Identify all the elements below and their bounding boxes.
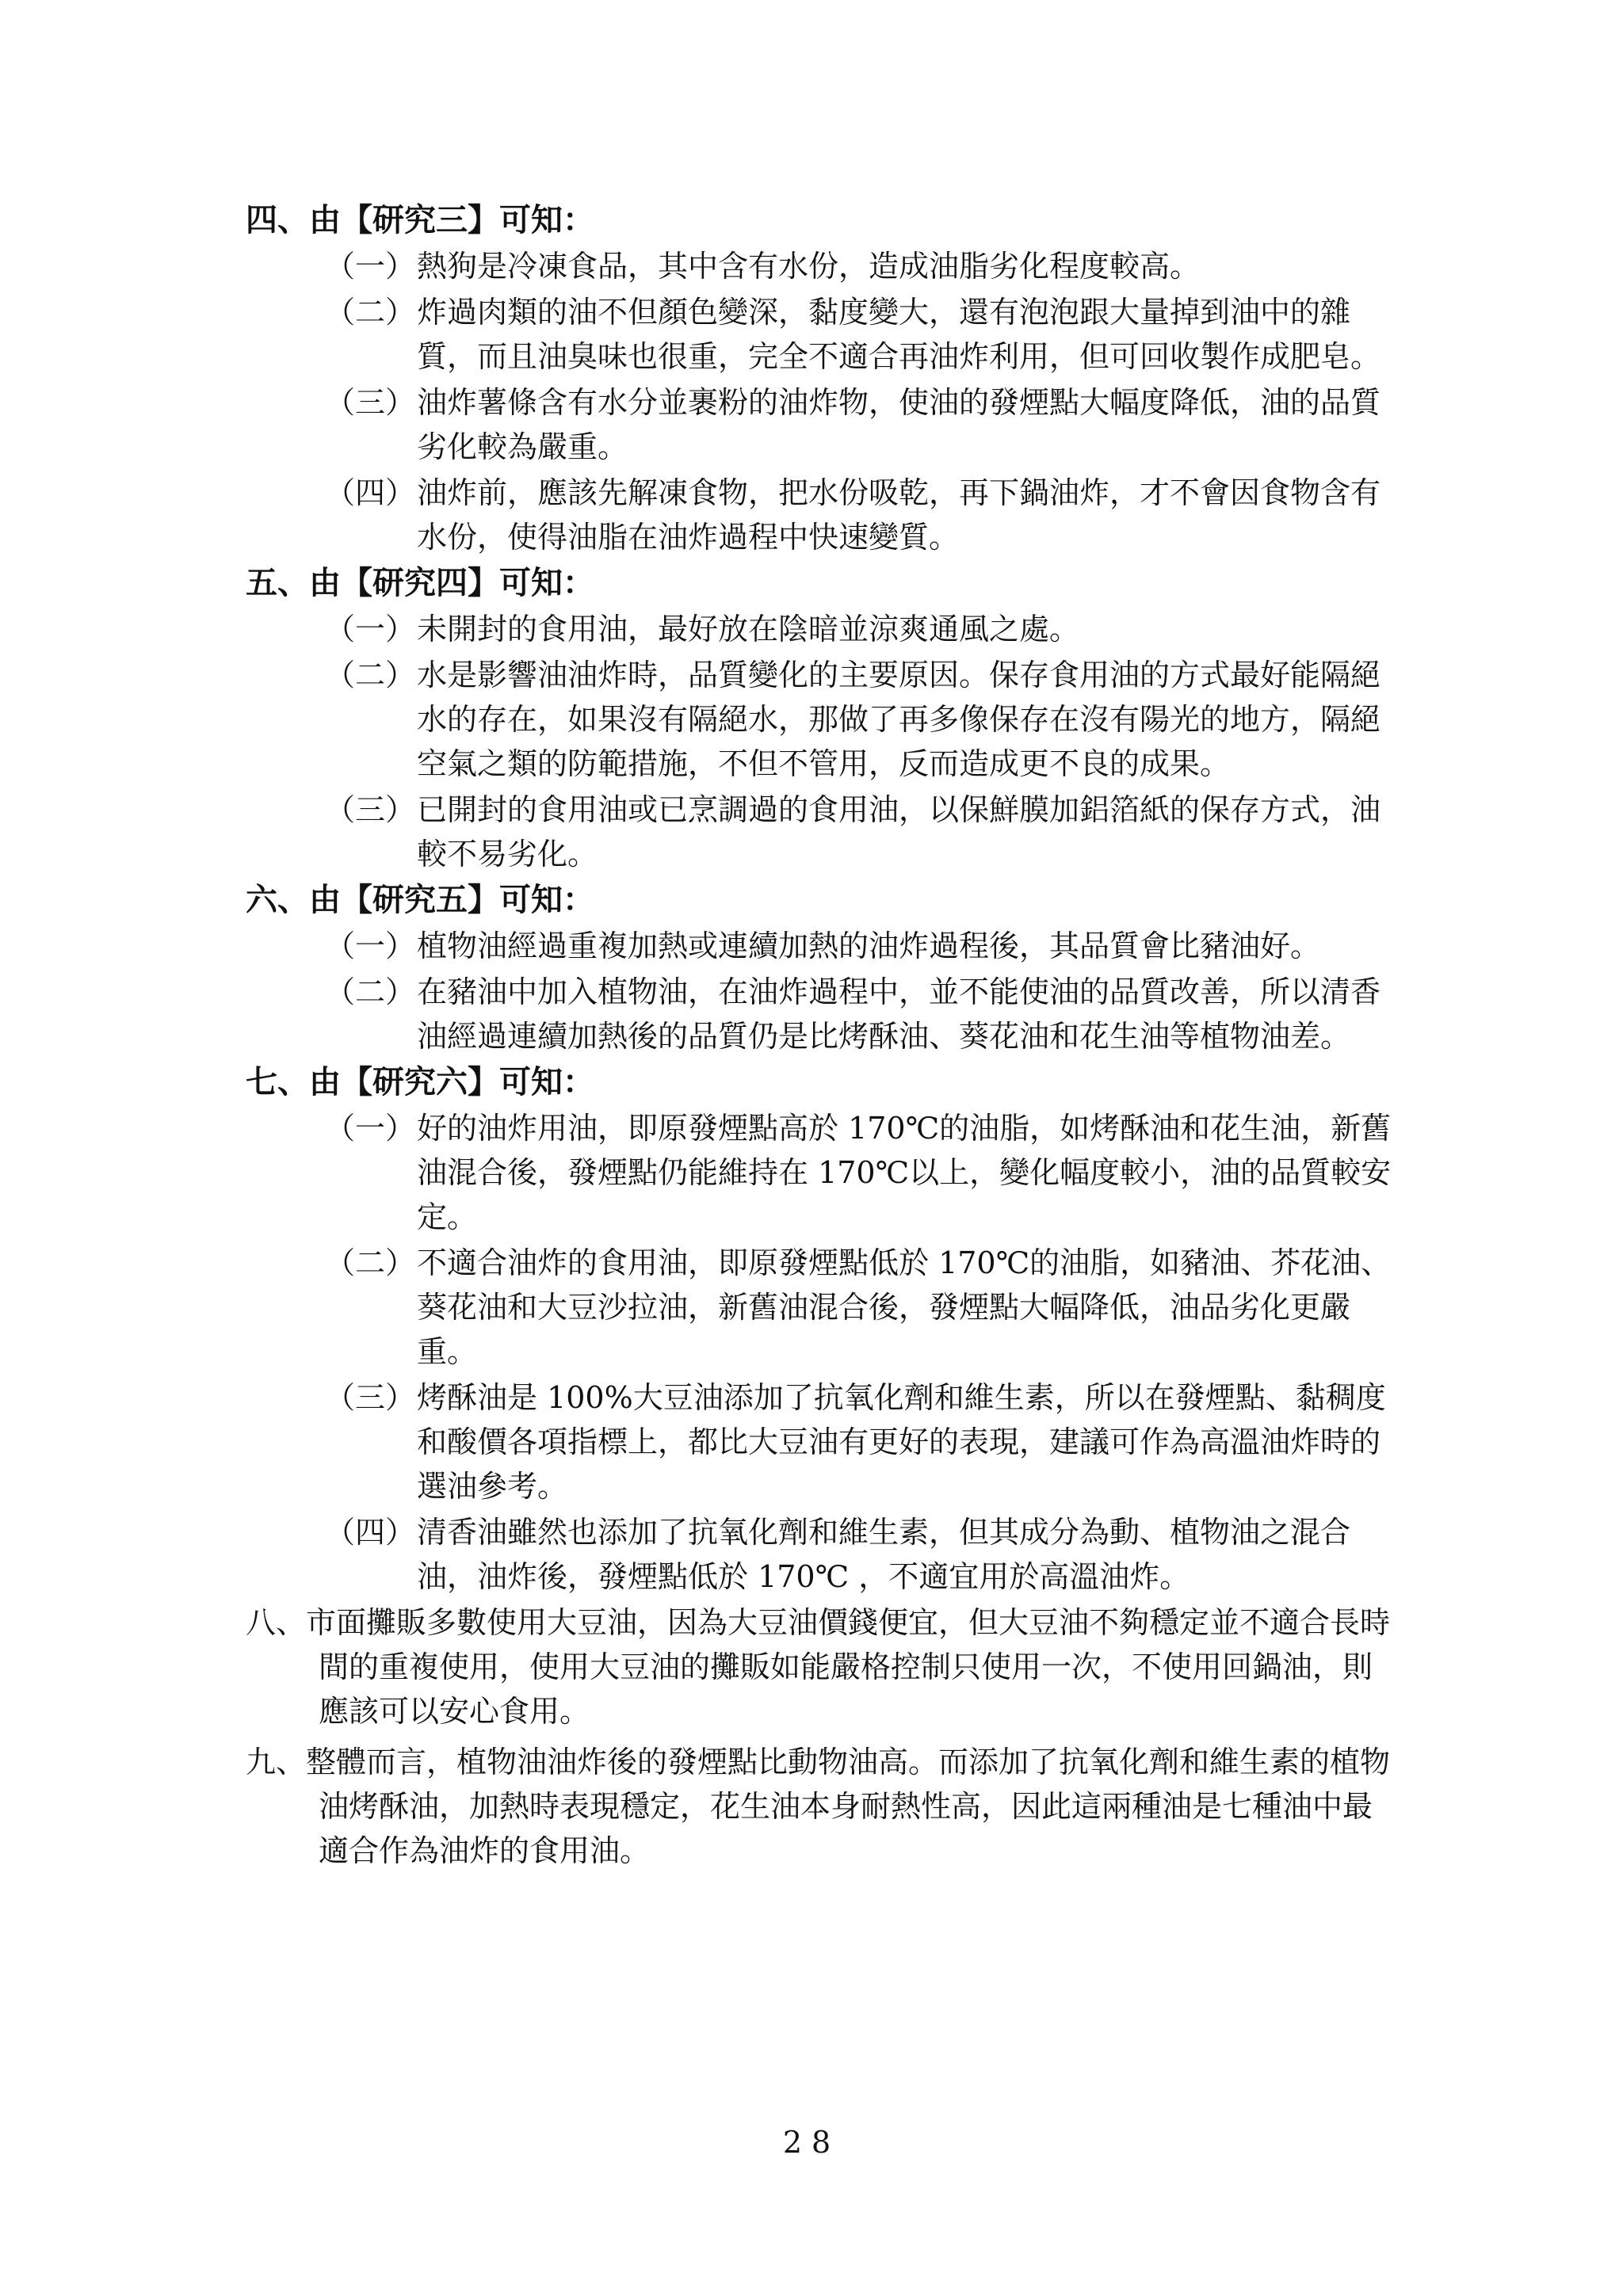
item-text: 油炸薯條含有水分並裹粉的油炸物，使油的發煙點大幅度降低，油的品質劣化較為嚴重。 <box>417 385 1381 464</box>
item-marker: （一） <box>325 929 416 963</box>
item-marker: （一） <box>325 612 416 646</box>
item-text: 油炸前，應該先解凍食物，把水份吸乾，再下鍋油炸，才不會因食物含有水份，使得油脂在油炸過程中快速變質。 <box>417 475 1381 555</box>
item-marker: （二） <box>325 295 416 330</box>
section-research-6 <box>246 1060 1395 1599</box>
list-item <box>246 924 1395 968</box>
conclusion-paragraph-8: 八、市面攤販多數使用大豆油，因為大豆油價錢便宜，但大豆油不夠穩定並不適合長時間的重複使用，使用大豆油的攤販如能嚴格控制只使用一次，不使用回鍋油，則應該可以安心食用。 <box>246 1605 1391 1729</box>
item-text: 未開封的食用油，最好放在陰暗並涼爽通風之處。 <box>417 612 1080 646</box>
list-item <box>246 788 1395 876</box>
document-body <box>246 198 1395 1879</box>
item-text: 植物油經過重複加熱或連續加熱的油炸過程後，其品質會比豬油好。 <box>417 929 1321 963</box>
item-marker: （二） <box>325 1245 416 1280</box>
list-item <box>246 290 1395 379</box>
section-heading: 四、由【研究三】可知： <box>246 201 594 238</box>
list-item <box>246 471 1395 559</box>
item-text: 烤酥油是 100%大豆油添加了抗氧化劑和維生素，所以在發煙點、黏稠度和酸價各項指標上，都比大豆油有更好的表現，建議可作為高溫油炸時的選油參考。 <box>417 1380 1386 1504</box>
section-research-4 <box>246 561 1395 876</box>
list-item <box>246 970 1395 1058</box>
list-item <box>246 1241 1395 1374</box>
item-marker: （三） <box>325 792 416 827</box>
section-research-3 <box>246 198 1395 559</box>
item-text: 水是影響油油炸時，品質變化的主要原因。保存食用油的方式最好能隔絕水的存在，如果沒有隔絕水，那做了再多像保存在沒有陽光的地方，隔絕空氣之類的防範措施，不但不管用，反而造成更不良的成果。 <box>417 658 1381 781</box>
item-text: 清香油雖然也添加了抗氧化劑和維生素，但其成分為動、植物油之混合油，油炸後，發煙點低於 170℃ ，不適宜用於高溫油炸。 <box>417 1515 1351 1594</box>
item-marker: （一） <box>325 1111 416 1146</box>
list-item <box>246 1510 1395 1599</box>
item-marker: （四） <box>325 1515 416 1550</box>
list-item <box>246 380 1395 469</box>
item-marker: （三） <box>325 1380 416 1415</box>
item-marker: （二） <box>325 658 416 692</box>
item-text: 好的油炸用油，即原發煙點高於 170℃的油脂，如烤酥油和花生油，新舊油混合後，發煙點仍能維持在 170℃以上，變化幅度較小，油的品質較安定。 <box>417 1111 1392 1234</box>
list-item <box>246 1106 1395 1239</box>
list-item <box>246 653 1395 786</box>
conclusion-paragraph-9: 九、整體而言，植物油油炸後的發煙點比動物油高。而添加了抗氧化劑和維生素的植物油烤酥油，加熱時表現穩定，花生油本身耐熱性高，因此這兩種油是七種油中最適合作為油炸的食用油。 <box>246 1745 1391 1868</box>
section-heading: 六、由【研究五】可知： <box>246 881 594 918</box>
list-item <box>246 607 1395 651</box>
item-text: 熱狗是冷凍食品，其中含有水份，造成油脂劣化程度較高。 <box>417 249 1201 284</box>
item-marker: （三） <box>325 385 416 420</box>
item-text: 在豬油中加入植物油，在油炸過程中，並不能使油的品質改善，所以清香油經過連續加熱後的品質仍是比烤酥油、葵花油和花生油等植物油差。 <box>417 974 1381 1054</box>
page-number: 28 <box>782 2125 841 2160</box>
section-heading: 五、由【研究四】可知： <box>246 564 594 601</box>
item-text: 不適合油炸的食用油，即原發煙點低於 170℃的油脂，如豬油、芥花油、葵花油和大豆沙拉油，新舊油混合後，發煙點大幅降低，油品劣化更嚴重。 <box>417 1245 1392 1369</box>
list-item <box>246 244 1395 288</box>
section-research-5 <box>246 878 1395 1058</box>
item-marker: （二） <box>325 974 416 1009</box>
item-text: 已開封的食用油或已烹調過的食用油，以保鮮膜加鋁箔紙的保存方式，油較不易劣化。 <box>417 792 1381 871</box>
list-item <box>246 1375 1395 1508</box>
item-marker: （四） <box>325 475 416 510</box>
item-text: 炸過肉類的油不但顏色變深，黏度變大，還有泡泡跟大量掉到油中的雜質，而且油臭味也很重，完全不適合再油炸利用，但可回收製作成肥皂。 <box>417 295 1381 374</box>
item-marker: （一） <box>325 249 416 284</box>
section-heading: 七、由【研究六】可知： <box>246 1063 594 1100</box>
